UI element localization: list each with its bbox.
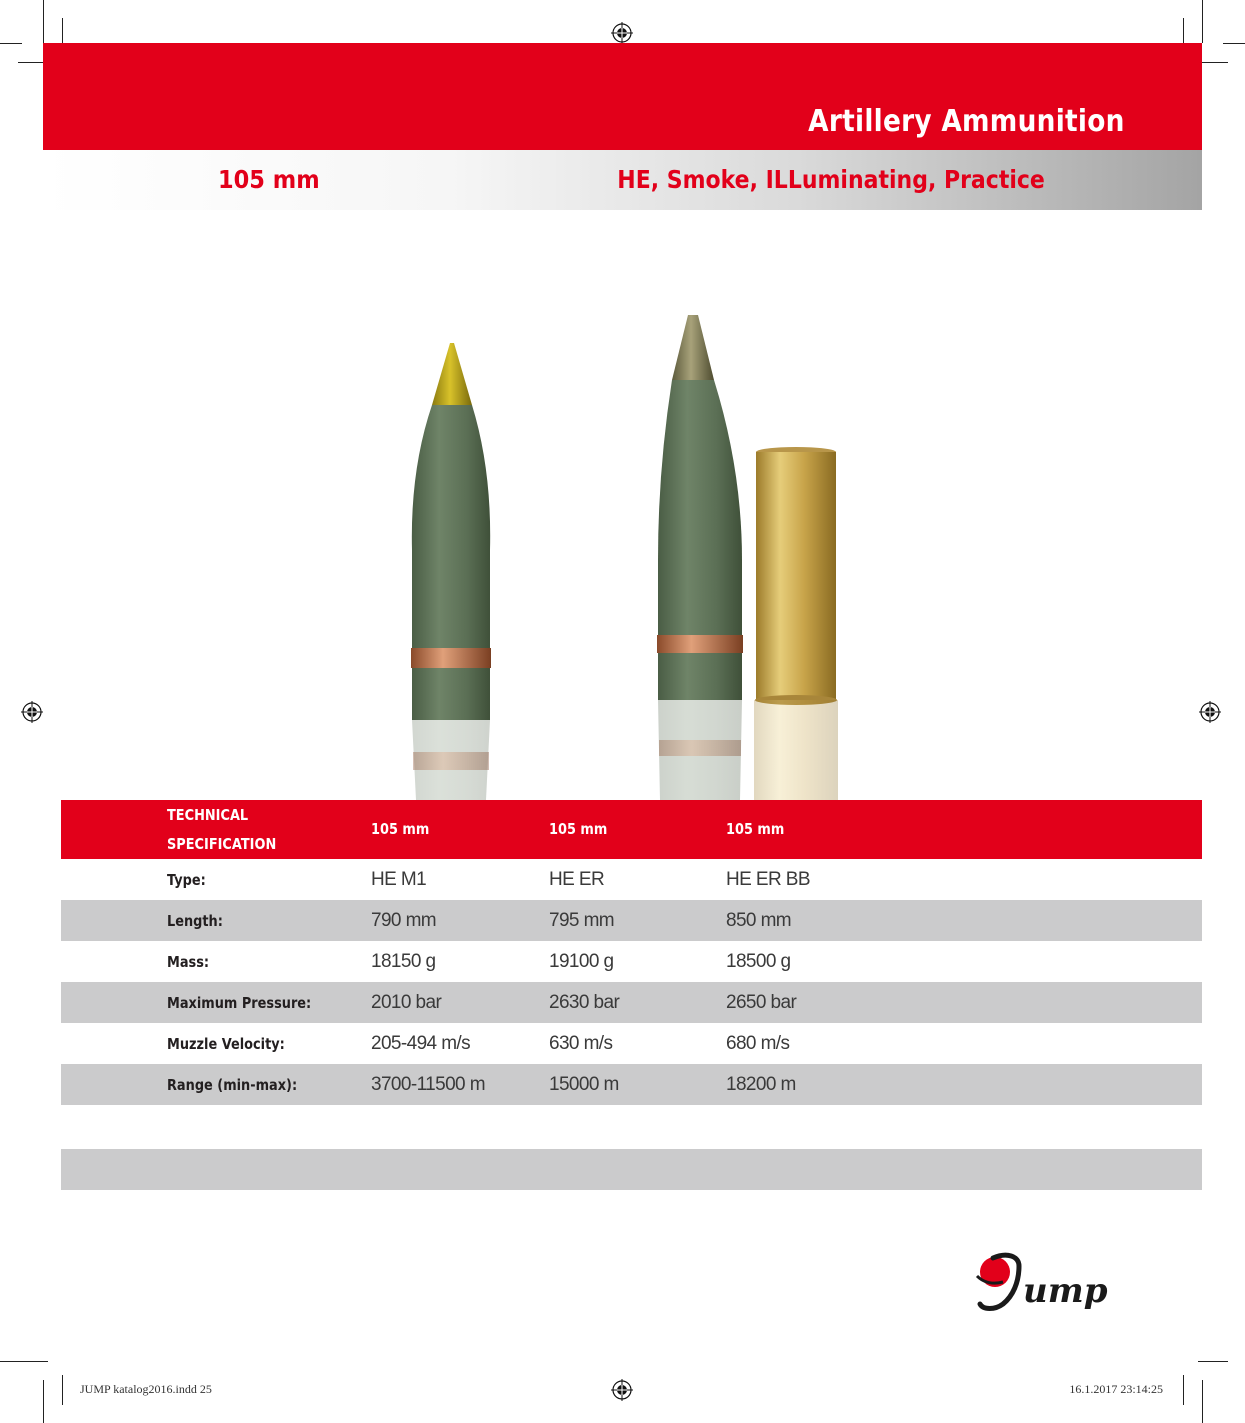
table-cell: 2650 bar	[726, 991, 797, 1013]
table-cell: HE M1	[371, 868, 427, 890]
table-cell: 15000 m	[549, 1073, 619, 1095]
footer-timestamp: 16.1.2017 23:14:25	[1069, 1382, 1163, 1396]
crop-mark	[43, 1380, 44, 1423]
table-row	[61, 1064, 1202, 1105]
registration-mark-icon	[1199, 701, 1221, 723]
table-row	[61, 1023, 1202, 1064]
table-cell: 790 mm	[371, 909, 437, 931]
crop-mark	[43, 0, 44, 43]
row-label: Maximum Pressure:	[167, 993, 312, 1012]
row-label: Muzzle Velocity:	[167, 1034, 285, 1053]
registration-mark-icon	[611, 22, 633, 44]
variants-title: HE, Smoke, ILLuminating, Practice	[617, 165, 1045, 194]
crop-mark	[1202, 1380, 1203, 1423]
empty-table-row	[61, 1149, 1202, 1190]
table-cell: 2010 bar	[371, 991, 442, 1013]
column-header: 105 mm	[371, 820, 430, 838]
registration-mark-icon	[611, 1379, 633, 1401]
table-row	[61, 900, 1202, 941]
jump-logo	[975, 1252, 1120, 1314]
table-row	[61, 982, 1202, 1023]
table-cell: 205-494 m/s	[371, 1032, 471, 1054]
svg-text:ump: ump	[1023, 1271, 1108, 1311]
crop-mark	[18, 1361, 48, 1362]
table-cell: 795 mm	[549, 909, 615, 931]
table-cell: HE ER	[549, 868, 605, 890]
column-header: 105 mm	[726, 820, 785, 838]
table-cell: 850 mm	[726, 909, 792, 931]
crop-mark	[0, 43, 22, 44]
crop-mark	[62, 1375, 63, 1405]
row-label: Type:	[167, 870, 206, 889]
table-row	[61, 941, 1202, 982]
table-cell: 680 m/s	[726, 1032, 790, 1054]
table-cell: 630 m/s	[549, 1032, 613, 1054]
table-cell: 18150 g	[371, 950, 436, 972]
row-label: Mass:	[167, 952, 210, 971]
column-header: 105 mm	[549, 820, 608, 838]
crop-mark	[1198, 62, 1228, 63]
crop-mark	[1183, 1375, 1184, 1405]
crop-mark	[1223, 43, 1245, 44]
table-cell: HE ER BB	[726, 868, 810, 890]
specification-table	[61, 800, 1202, 1105]
table-cell: 19100 g	[549, 950, 614, 972]
table-cell: 18500 g	[726, 950, 791, 972]
footer-file-info: JUMP katalog2016.indd 25	[80, 1382, 212, 1396]
caliber-title: 105 mm	[218, 165, 320, 194]
table-cell: 3700-11500 m	[371, 1073, 485, 1095]
crop-mark	[1202, 0, 1203, 43]
table-cell: 18200 m	[726, 1073, 796, 1095]
ammunition-photo	[380, 300, 880, 800]
crop-mark	[1198, 1361, 1228, 1362]
table-header-row	[61, 800, 1202, 859]
row-label: Length:	[167, 911, 223, 930]
spec-header-line1: TECHNICAL	[167, 805, 249, 824]
page-title: Artillery Ammunition	[808, 104, 1125, 139]
spec-header-line2: SPECIFICATION	[167, 834, 277, 853]
table-row	[61, 859, 1202, 900]
registration-mark-icon	[21, 701, 43, 723]
table-cell: 2630 bar	[549, 991, 620, 1013]
row-label: Range (min-max):	[167, 1075, 298, 1094]
